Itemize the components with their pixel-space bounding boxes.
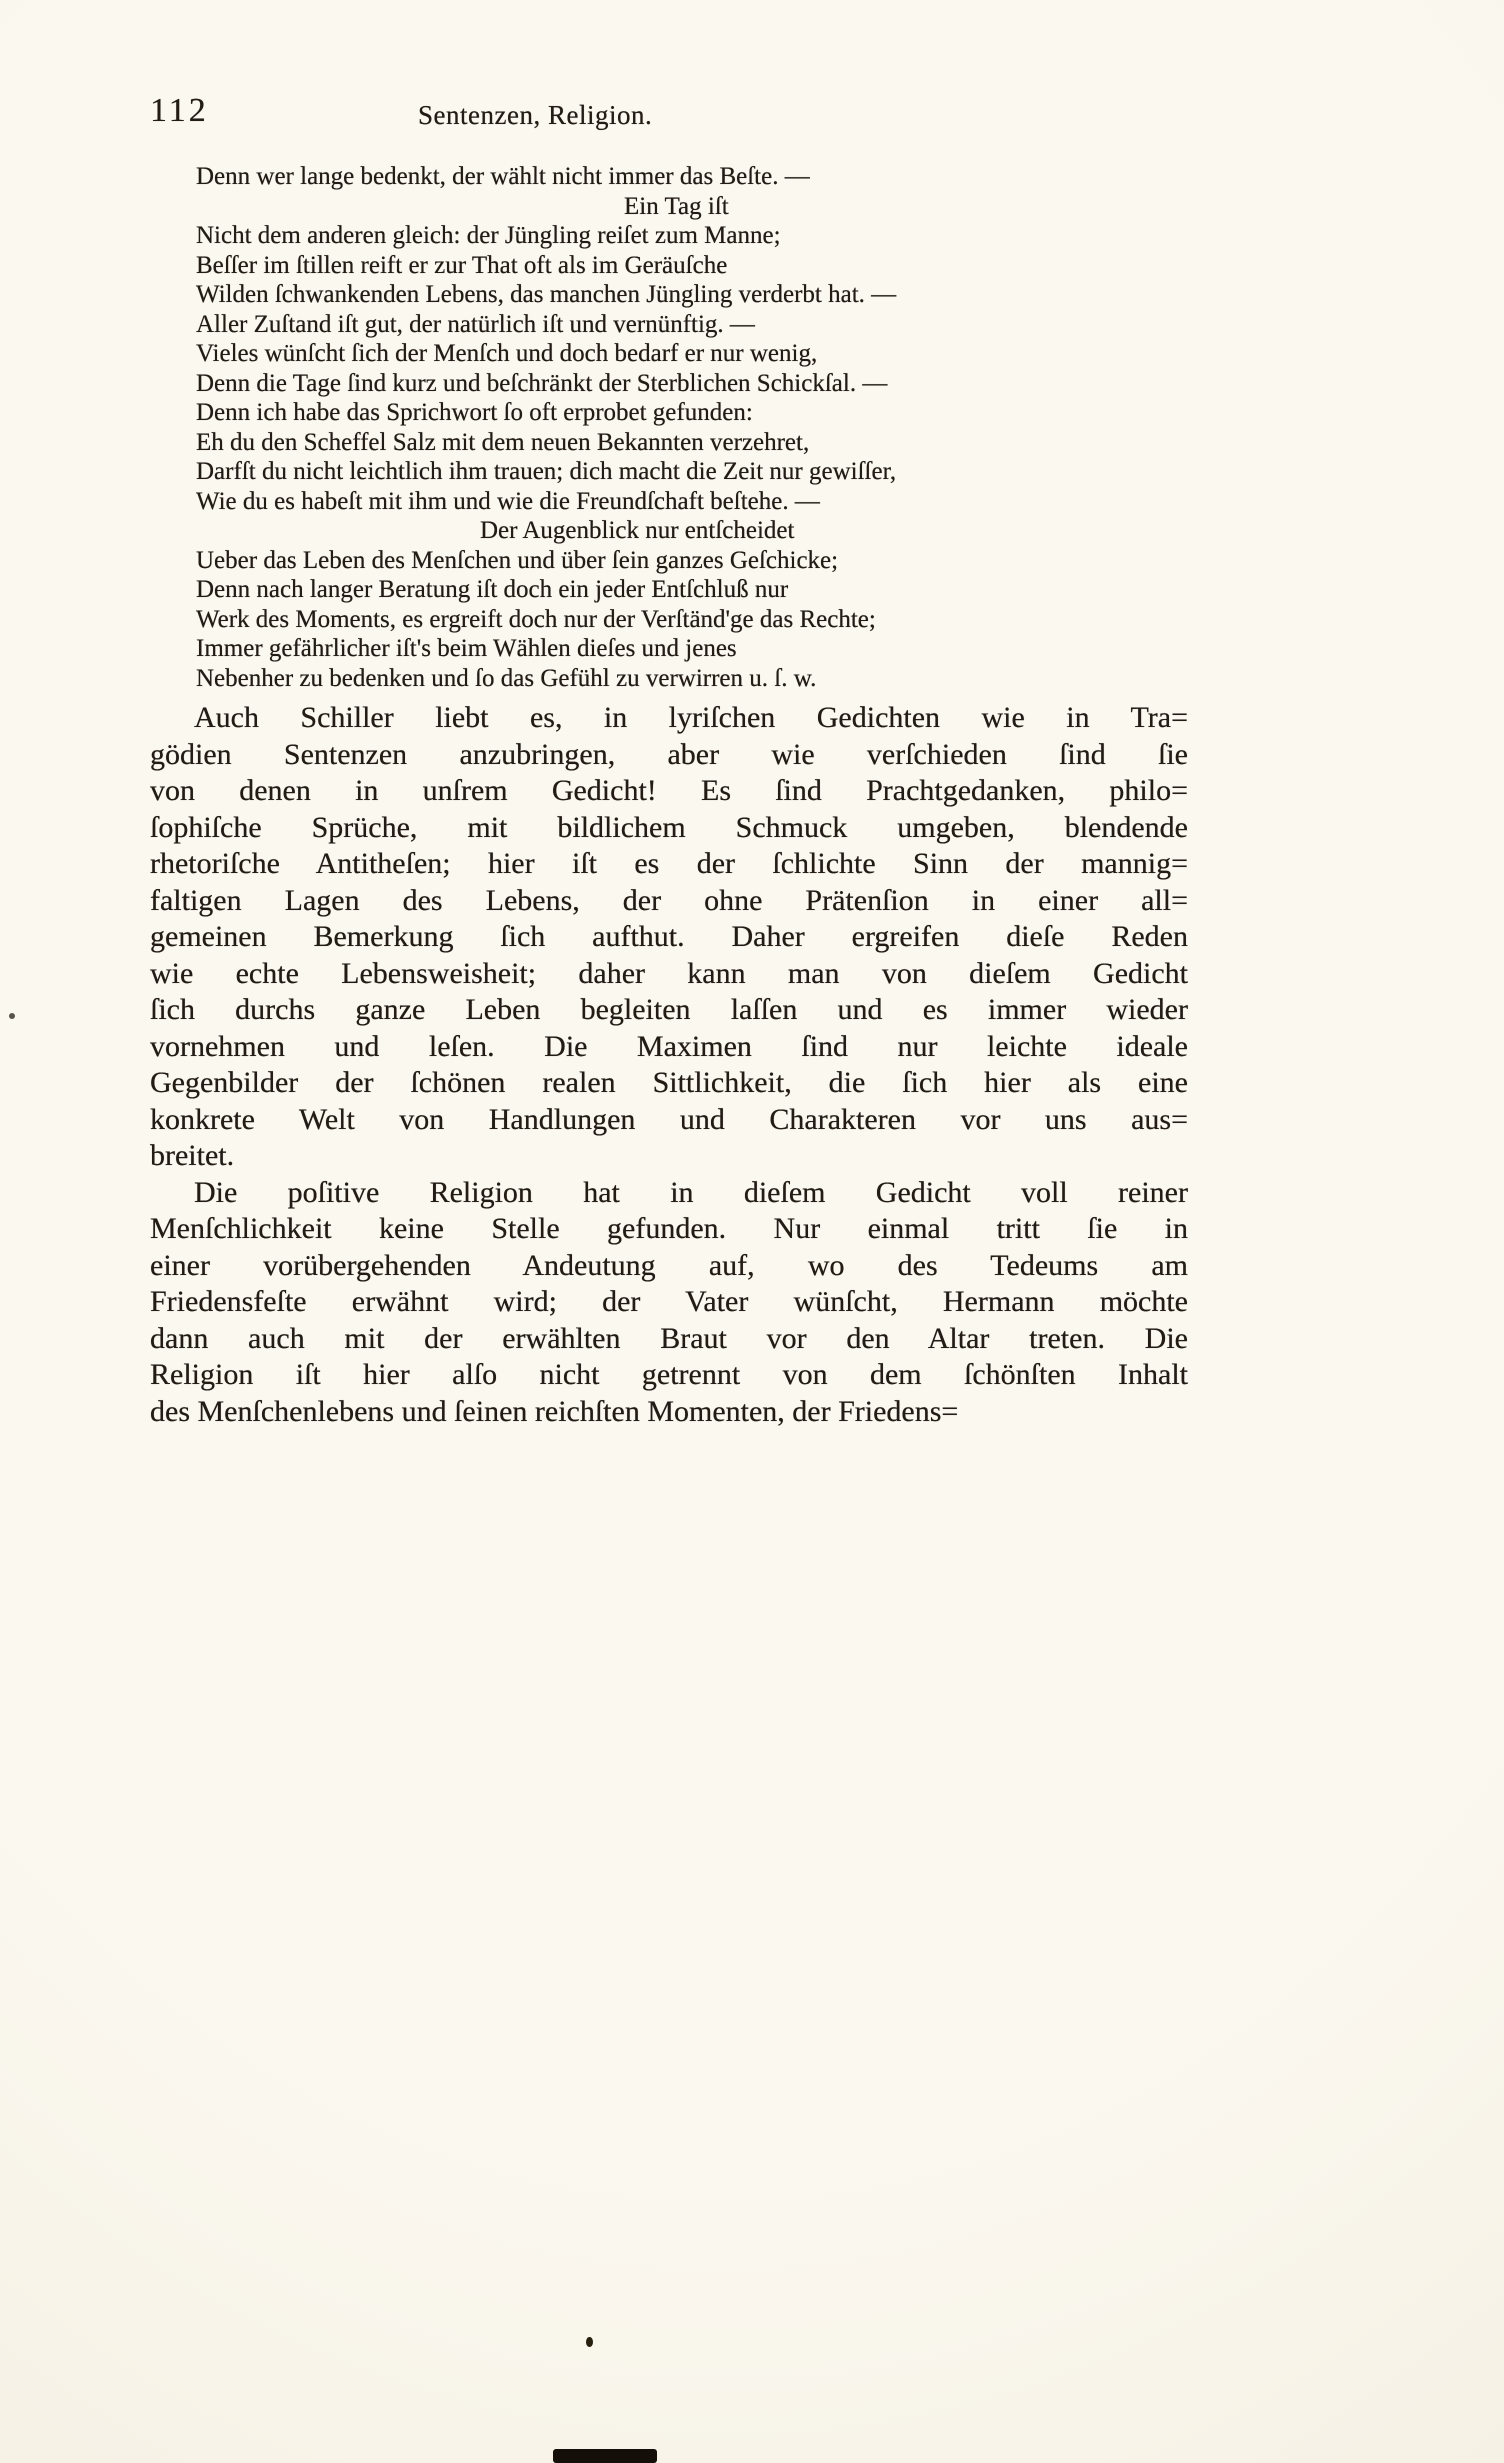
- prose-line: Die poſitive Religion hat in dieſem Gedicht voll reiner: [194, 1175, 1188, 1209]
- prose-line: wie echte Lebensweisheit; daher kann man von dieſem Gedicht: [150, 956, 1188, 990]
- prose-line: faltigen Lagen des Lebens, der ohne Prätenſion in einer all=: [150, 883, 1188, 917]
- prose-line: Religion iſt hier alſo nicht getrennt von dem ſchönſten Inhalt: [150, 1358, 1188, 1391]
- prose-line: ſich durchs ganze Leben begleiten laſſen und es immer wieder: [150, 993, 1188, 1026]
- verse-line: Beſſer im ſtillen reift er zur That oft als im Geräuſche: [196, 251, 728, 279]
- verse-line: Nebenher zu bedenken und ſo das Gefühl zu verwirren u. ſ. w.: [196, 664, 817, 692]
- verse-line: Eh du den Scheffel Salz mit dem neuen Bekannten verzehret,: [196, 428, 810, 456]
- verse-line: Denn nach langer Beratung iſt doch ein jeder Entſchluß nur: [196, 576, 789, 603]
- prose-line: Menſchlichkeit keine Stelle gefunden. Nur einmal tritt ſie in: [150, 1212, 1188, 1245]
- prose-line: vornehmen und leſen. Die Maximen ſind nur leichte ideale: [150, 1029, 1188, 1063]
- verse-line: Vieles wünſcht ſich der Menſch und doch bedarf er nur wenig,: [196, 340, 818, 367]
- running-header: Sentenzen, Religion.: [418, 100, 653, 130]
- prose-line: rhetoriſche Antitheſen; hier iſt es der ſchlichte Sinn der mannig=: [150, 847, 1188, 880]
- verse-line: Denn ich habe das Sprichwort ſo oft erprobet gefunden:: [196, 399, 753, 426]
- prose-line: Gegenbilder der ſchönen realen Sittlichkeit, die ſich hier als eine: [150, 1066, 1188, 1099]
- verse-line: Immer gefährlicher iſt's beim Wählen dieſes und jenes: [196, 635, 737, 662]
- verse-line: Wilden ſchwankenden Lebens, das manchen Jüngling verderbt hat. —: [196, 281, 897, 308]
- verse-line: Denn die Tage ſind kurz und beſchränkt der Sterblichen Schickſal. —: [196, 369, 888, 397]
- verse-line: Nicht dem anderen gleich: der Jüngling reiſet zum Manne;: [196, 222, 781, 249]
- verse-line: Ein Tag iſt: [624, 192, 729, 220]
- prose-line: Friedensfeſte erwähnt wird; der Vater wünſcht, Hermann möchte: [150, 1285, 1188, 1318]
- prose-line: breitet.: [150, 1139, 235, 1172]
- verse-line: Werk des Moments, es ergreift doch nur der Verſtänd'ge das Rechte;: [196, 605, 876, 633]
- verse-block: [196, 162, 1191, 693]
- scan-artifact-bottom-edge: [553, 2449, 657, 2463]
- prose-block: [150, 700, 1188, 1430]
- prose-line: einer vorübergehenden Andeutung auf, wo des Tedeums am: [150, 1248, 1188, 1282]
- prose-line: konkrete Welt von Handlungen und Charakteren vor uns aus=: [150, 1102, 1188, 1136]
- page-number: 112: [150, 92, 209, 129]
- prose-line: ſophiſche Sprüche, mit bildlichem Schmuck umgeben, blendende: [150, 810, 1188, 844]
- verse-line: Aller Zuſtand iſt gut, der natürlich iſt und vernünftig. —: [196, 310, 755, 338]
- verse-line: Der Augenblick nur entſcheidet: [480, 517, 795, 544]
- prose-line: Auch Schiller liebt es, in lyriſchen Gedichten wie in Tra=: [194, 701, 1188, 734]
- ink-speck-bottom: [586, 2337, 593, 2347]
- verse-line: Wie du es habeſt mit ihm und wie die Freundſchaft beſtehe. —: [196, 487, 820, 515]
- verse-line: Ueber das Leben des Menſchen und über ſein ganzes Geſchicke;: [196, 546, 839, 574]
- prose-line: des Menſchenlebens und ſeinen reichſten Momenten, der Friedens=: [150, 1394, 959, 1428]
- verse-line: Darfſt du nicht leichtlich ihm trauen; dich macht die Zeit nur gewiſſer,: [196, 458, 897, 485]
- prose-paragraph: [150, 1175, 1188, 1431]
- prose-line: gemeinen Bemerkung ſich aufthut. Daher ergreifen dieſe Reden: [150, 920, 1188, 953]
- prose-line: gödien Sentenzen anzubringen, aber wie verſchieden ſind ſie: [150, 737, 1188, 771]
- prose-line: von denen in unſrem Gedicht! Es ſind Prachtgedanken, philo=: [150, 774, 1188, 807]
- prose-line: dann auch mit der erwählten Braut vor den Altar treten. Die: [150, 1321, 1188, 1355]
- verse-line: Denn wer lange bedenkt, der wählt nicht immer das Beſte. —: [196, 163, 810, 190]
- prose-paragraph: [150, 700, 1188, 1175]
- ink-speck-left-margin: [9, 1013, 15, 1019]
